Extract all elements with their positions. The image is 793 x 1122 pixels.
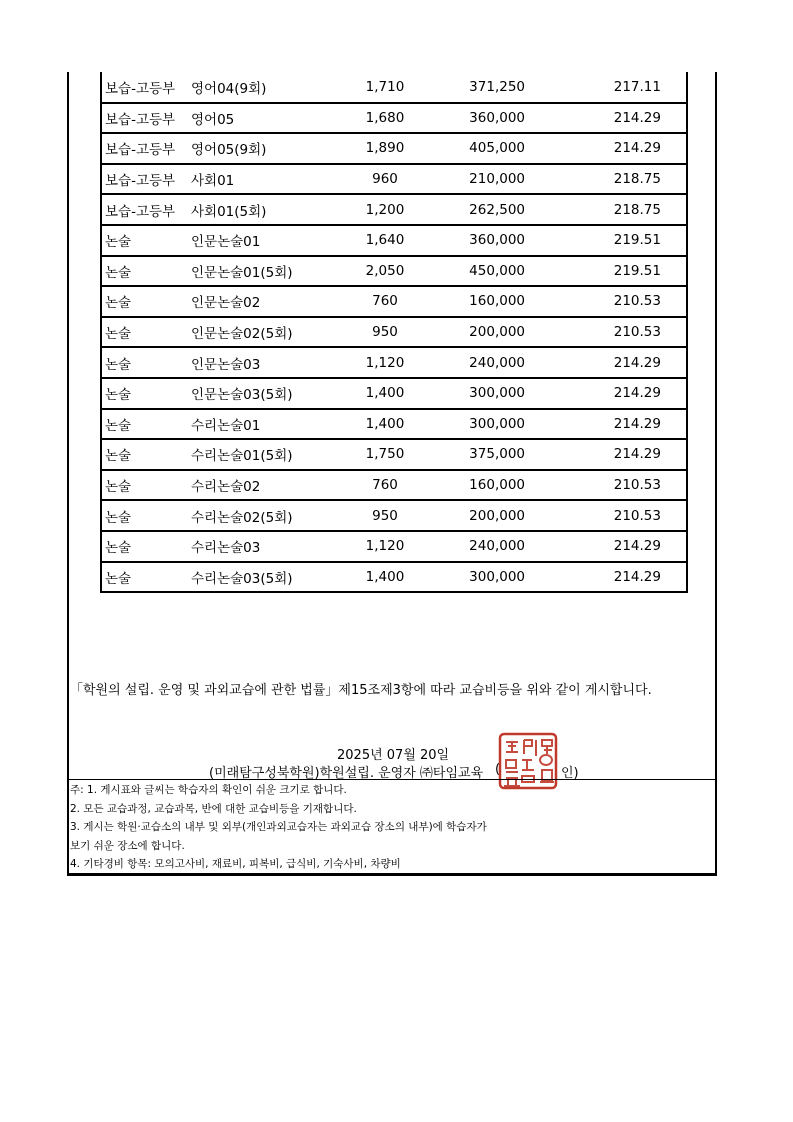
rate-cell: 210.53	[542, 470, 687, 501]
hours-cell: 1,120	[351, 347, 419, 378]
subject-cell: 인문논술01	[191, 225, 351, 256]
rate-cell: 214.29	[542, 378, 687, 409]
subject-cell: 인문논술03(5회)	[191, 378, 351, 409]
fee-table	[100, 72, 688, 593]
footnotes	[70, 781, 487, 874]
rate-cell: 219.51	[542, 256, 687, 287]
hours-cell: 1,680	[351, 103, 419, 134]
rate-cell: 214.29	[542, 103, 687, 134]
fee-cell: 240,000	[419, 347, 542, 378]
rate-cell: 217.11	[542, 72, 687, 103]
subject-cell: 수리논술03(5회)	[191, 562, 351, 593]
table-row	[101, 256, 687, 287]
hours-cell: 1,710	[351, 72, 419, 103]
subject-cell: 인문논술02	[191, 286, 351, 317]
hours-cell: 960	[351, 164, 419, 195]
fee-cell: 160,000	[419, 470, 542, 501]
subject-cell: 영어05(9회)	[191, 133, 351, 164]
table-row	[101, 347, 687, 378]
category-cell: 논술	[101, 531, 191, 562]
rate-cell: 214.29	[542, 409, 687, 440]
table-row	[101, 133, 687, 164]
hours-cell: 1,890	[351, 133, 419, 164]
subject-cell: 사회01(5회)	[191, 194, 351, 225]
category-cell: 보습-고등부	[101, 72, 191, 103]
footnote-4: 4. 기타경비 항목: 모의고사비, 재료비, 피복비, 급식비, 기숙사비, 차량비	[70, 858, 401, 871]
fee-cell: 405,000	[419, 133, 542, 164]
table-row	[101, 531, 687, 562]
seal-suffix: 인)	[561, 766, 579, 781]
seal-open-paren: (	[495, 762, 501, 777]
subject-cell: 인문논술02(5회)	[191, 317, 351, 348]
fee-cell: 450,000	[419, 256, 542, 287]
fee-cell: 300,000	[419, 562, 542, 593]
table-row	[101, 225, 687, 256]
category-cell: 논술	[101, 409, 191, 440]
table-row	[101, 439, 687, 470]
rate-cell: 214.29	[542, 562, 687, 593]
category-cell: 논술	[101, 500, 191, 531]
table-row	[101, 470, 687, 501]
rate-cell: 210.53	[542, 317, 687, 348]
subject-cell: 인문논술01(5회)	[191, 256, 351, 287]
fee-cell: 262,500	[419, 194, 542, 225]
category-cell: 논술	[101, 347, 191, 378]
subject-cell: 수리논술02	[191, 470, 351, 501]
table-row	[101, 562, 687, 593]
fee-cell: 300,000	[419, 409, 542, 440]
fee-cell: 371,250	[419, 72, 542, 103]
subject-cell: 영어05	[191, 103, 351, 134]
hours-cell: 2,050	[351, 256, 419, 287]
footnote-1: 주: 1. 게시표와 글씨는 학습자의 확인이 쉬운 크기로 합니다.	[70, 784, 347, 796]
subject-cell: 사회01	[191, 164, 351, 195]
category-cell: 보습-고등부	[101, 103, 191, 134]
legal-notice: 「학원의 설립. 운영 및 과외교습에 관한 법률」제15조제3항에 따라 교습비등을 위와 같이 게시합니다.	[70, 683, 652, 698]
rate-cell: 219.51	[542, 225, 687, 256]
operator-name: (미래탐구성북학원)학원설립. 운영자 ㈜타임교육	[209, 766, 484, 781]
table-row	[101, 317, 687, 348]
rate-cell: 210.53	[542, 500, 687, 531]
rate-cell: 218.75	[542, 194, 687, 225]
fee-cell: 200,000	[419, 500, 542, 531]
table-row	[101, 164, 687, 195]
fee-cell: 200,000	[419, 317, 542, 348]
subject-cell: 수리논술01	[191, 409, 351, 440]
rate-cell: 214.29	[542, 347, 687, 378]
hours-cell: 950	[351, 500, 419, 531]
subject-cell: 수리논술01(5회)	[191, 439, 351, 470]
subject-cell: 인문논술03	[191, 347, 351, 378]
category-cell: 논술	[101, 378, 191, 409]
table-row	[101, 194, 687, 225]
fee-cell: 360,000	[419, 103, 542, 134]
subject-cell: 수리논술03	[191, 531, 351, 562]
footnote-3: 3. 게시는 학원·교습소의 내부 및 외부(개인과외교습자는 과외교습 장소의 내부)에 학습자가	[70, 821, 487, 834]
hours-cell: 1,750	[351, 439, 419, 470]
hours-cell: 1,400	[351, 562, 419, 593]
footnote-3-cont: 보기 쉬운 장소에 합니다.	[70, 839, 185, 852]
category-cell: 논술	[101, 439, 191, 470]
signature-date: 2025년 07월 20일	[337, 748, 450, 763]
fee-cell: 210,000	[419, 164, 542, 195]
fee-cell: 300,000	[419, 378, 542, 409]
category-cell: 논술	[101, 317, 191, 348]
subject-cell: 영어04(9회)	[191, 72, 351, 103]
hours-cell: 1,640	[351, 225, 419, 256]
category-cell: 논술	[101, 286, 191, 317]
table-row	[101, 378, 687, 409]
hours-cell: 1,200	[351, 194, 419, 225]
table-row	[101, 409, 687, 440]
table-row	[101, 103, 687, 134]
category-cell: 보습-고등부	[101, 164, 191, 195]
rate-cell: 214.29	[542, 531, 687, 562]
category-cell: 논술	[101, 470, 191, 501]
category-cell: 논술	[101, 225, 191, 256]
category-cell: 논술	[101, 562, 191, 593]
hours-cell: 760	[351, 470, 419, 501]
footnote-2: 2. 모든 교습과정, 교습과목, 반에 대한 교습비등을 기재합니다.	[70, 802, 357, 815]
table-row	[101, 72, 687, 103]
rate-cell: 214.29	[542, 439, 687, 470]
fee-cell: 240,000	[419, 531, 542, 562]
hours-cell: 1,400	[351, 409, 419, 440]
category-cell: 보습-고등부	[101, 133, 191, 164]
category-cell: 논술	[101, 256, 191, 287]
fee-cell: 160,000	[419, 286, 542, 317]
rate-cell: 214.29	[542, 133, 687, 164]
hours-cell: 950	[351, 317, 419, 348]
rate-cell: 210.53	[542, 286, 687, 317]
fee-cell: 360,000	[419, 225, 542, 256]
category-cell: 보습-고등부	[101, 194, 191, 225]
fee-cell: 375,000	[419, 439, 542, 470]
table-row	[101, 500, 687, 531]
hours-cell: 1,400	[351, 378, 419, 409]
table-row	[101, 286, 687, 317]
subject-cell: 수리논술02(5회)	[191, 500, 351, 531]
hours-cell: 1,120	[351, 531, 419, 562]
hours-cell: 760	[351, 286, 419, 317]
rate-cell: 218.75	[542, 164, 687, 195]
